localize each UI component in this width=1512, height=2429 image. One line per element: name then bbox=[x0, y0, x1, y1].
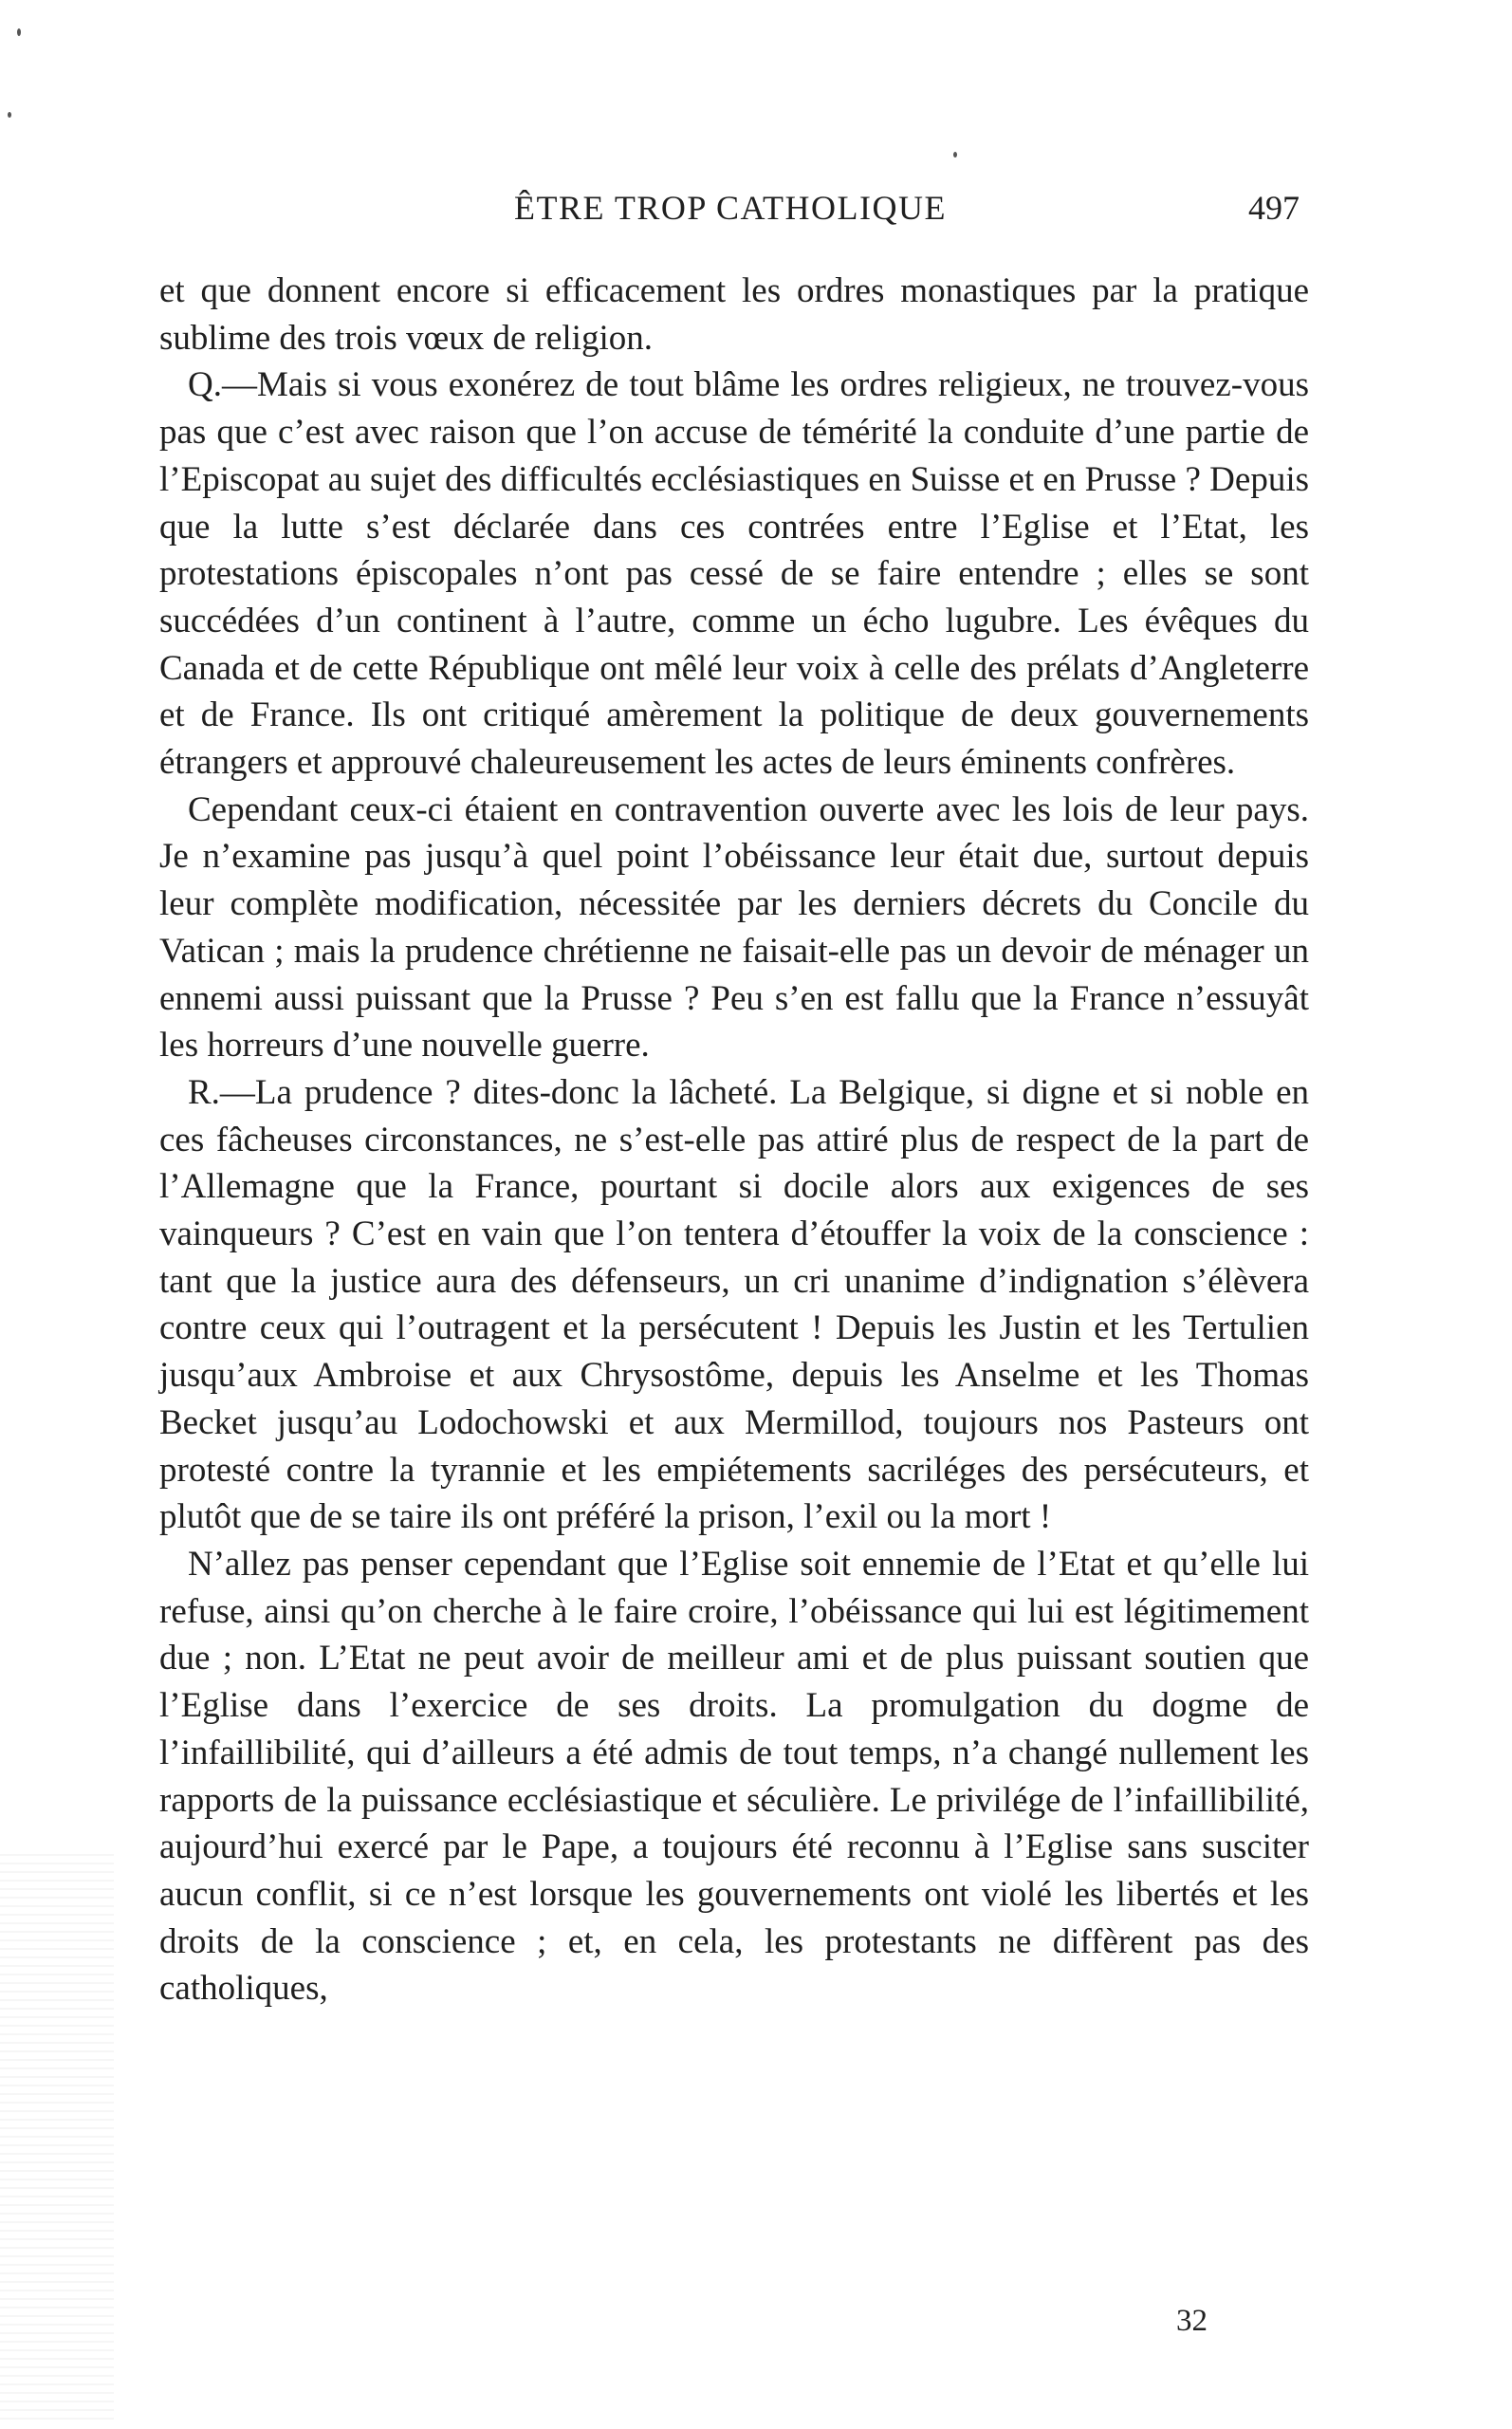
paragraph: N’allez pas penser cependant que l’Eglise soit ennemie de l’Etat et qu’elle lui refuse, ainsi qu’on cherche à le faire croire, l’obéissance qui lui est légitimement due ; non. L’Etat ne peut avoir de meilleur ami et de plus puissant soutien que l’Eglise dans l’exercice de ses droits. La promulgation du dogme de l’infaillibilité, qui d’ailleurs a été admis de tout temps, n’a changé nullement les rapports de la puissance ecclésiastique et séculière. Le privilége de l’infaillibilité, aujourd’hui exercé par le Pape, a toujours été reconnu à l’Eglise sans susciter aucun conflit, si ce n’est lorsque les gouvernements ont violé les libertés et les droits de la conscience ; et, en cela, les protestants ne diffèrent pas des catholiques, bbox=[159, 1544, 1309, 2009]
scan-margin-noise bbox=[0, 1850, 114, 2420]
paragraph: R.—La prudence ? dites-donc la lâcheté. La Belgique, si digne et si noble en ces fâcheuses circonstances, ne s’est-elle pas attiré plus de respect de la part de l’Allemagne que la France, pourtant si docile alors aux exigences de ses vainqueurs ? C’est en vain que l’on tentera d’étouffer la voix de la conscience : tant que la justice aura des défenseurs, un cri unanime d’indignation s’élèvera contre ceux qui l’outragent et la persécutent ! Depuis les Justin et les Tertulien jusqu’aux Ambroise et aux Chrysostôme, depuis les Anselme et les Thomas Becket jusqu’au Lodochowski et aux Mermillod, toujours nos Pasteurs ont protesté contre la tyrannie et les empiétements sacriléges des persécuteurs, et plutôt que de se taire ils ont préféré la prison, l’exil ou la mort ! bbox=[159, 1072, 1309, 1537]
signature-mark: 32 bbox=[1176, 2304, 1208, 2338]
scan-speck bbox=[17, 28, 21, 36]
paragraph: Cependant ceux-ci étaient en contravention ouverte avec les lois de leur pays. Je n’examine pas jusqu’à quel point l’obéissance leur était due, surtout depuis leur complète modification, nécessitée par les derniers décrets du Concile du Vatican ; mais la prudence chrétienne ne faisait-elle pas un devoir de ménager un ennemi aussi puissant que la Prusse ? Peu s’en est fallu que la France n’essuyât les horreurs d’une nouvelle guerre. bbox=[159, 789, 1309, 1066]
page-number: 497 bbox=[1248, 189, 1300, 227]
page-header bbox=[161, 180, 1300, 237]
running-head: ÊTRE TROP CATHOLIQUE bbox=[514, 189, 947, 227]
scan-speck bbox=[8, 112, 11, 118]
body-text bbox=[159, 268, 1309, 2012]
paragraph: et que donnent encore si efficacement les ordres monastiques par la pratique sublime des trois vœux de religion. bbox=[159, 271, 1309, 358]
paragraph: Q.—Mais si vous exonérez de tout blâme les ordres religieux, ne trouvez-vous pas que c’est avec raison que l’on accuse de témérité la conduite d’une partie de l’Episcopat au sujet des difficultés ecclésiastiques en Suisse et en Prusse ? Depuis que la lutte s’est déclarée dans ces contrées entre l’Eglise et l’Etat, les protestations épiscopales n’ont pas cessé de se faire entendre ; elles se sont succédées d’un continent à l’autre, comme un écho lugubre. Les évêques du Canada et de cette République ont mêlé leur voix à celle des prélats d’Angleterre et de France. Ils ont critiqué amèrement la politique de deux gouvernements étrangers et approuvé chaleureusement les actes de leurs éminents confrères. bbox=[159, 365, 1309, 783]
scan-speck bbox=[953, 152, 957, 158]
